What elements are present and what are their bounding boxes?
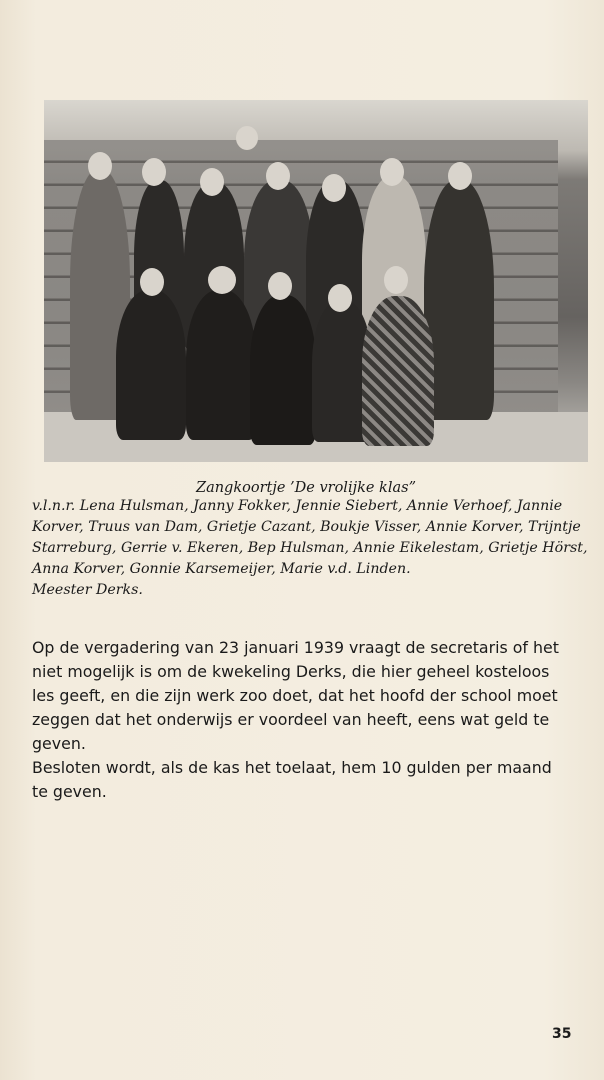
photo-figure	[362, 296, 434, 446]
photo-face	[88, 152, 112, 180]
photo-face	[236, 126, 258, 150]
photo-face	[140, 268, 164, 296]
body-text-line: geven.	[32, 734, 86, 753]
caption-line: Starreburg, Gerrie v. Ekeren, Bep Hulsman, Annie Eikelestam, Grietje Hörst,	[32, 540, 588, 556]
photo-face	[384, 266, 408, 294]
photo-face	[208, 266, 236, 294]
body-text-line: niet mogelijk is om de kwekeling Derks, die hier geheel kosteloos	[32, 662, 550, 681]
photo-figure	[116, 290, 186, 440]
body-text-line: les geeft, en die zijn werk zoo doet, dat het hoofd der school moet	[32, 686, 558, 705]
photo-face	[268, 272, 292, 300]
photo-face	[142, 158, 166, 186]
photo-figure	[250, 295, 316, 445]
caption-line: Anna Korver, Gonnie Karsemeijer, Marie v.d. Linden.	[32, 561, 411, 577]
body-text-line: Op de vergadering van 23 januari 1939 vraagt de secretaris of het	[32, 638, 559, 657]
photo-figure	[424, 180, 494, 420]
page-number: 35	[552, 1026, 572, 1042]
photo-face	[200, 168, 224, 196]
photo-figure	[186, 290, 256, 440]
body-text-line: Besloten wordt, als de kas het toelaat, hem 10 gulden per maand	[32, 758, 552, 777]
photo-face	[380, 158, 404, 186]
photo-face	[322, 174, 346, 202]
caption-line: Meester Derks.	[32, 582, 143, 598]
class-photograph	[44, 100, 588, 462]
photo-caption-title: Zangkoortje ’De vrolijke klas”	[196, 480, 416, 496]
body-text-line: te geven.	[32, 782, 107, 801]
caption-line: Korver, Truus van Dam, Grietje Cazant, Boukje Visser, Annie Korver, Trijntje	[32, 519, 581, 535]
caption-line: v.l.n.r. Lena Hulsman, Janny Fokker, Jennie Siebert, Annie Verhoef, Jannie	[32, 498, 563, 514]
body-text-line: zeggen dat het onderwijs er voordeel van heeft, eens wat geld te	[32, 710, 550, 729]
photo-face	[266, 162, 290, 190]
photo-face	[448, 162, 472, 190]
photo-face	[328, 284, 352, 312]
